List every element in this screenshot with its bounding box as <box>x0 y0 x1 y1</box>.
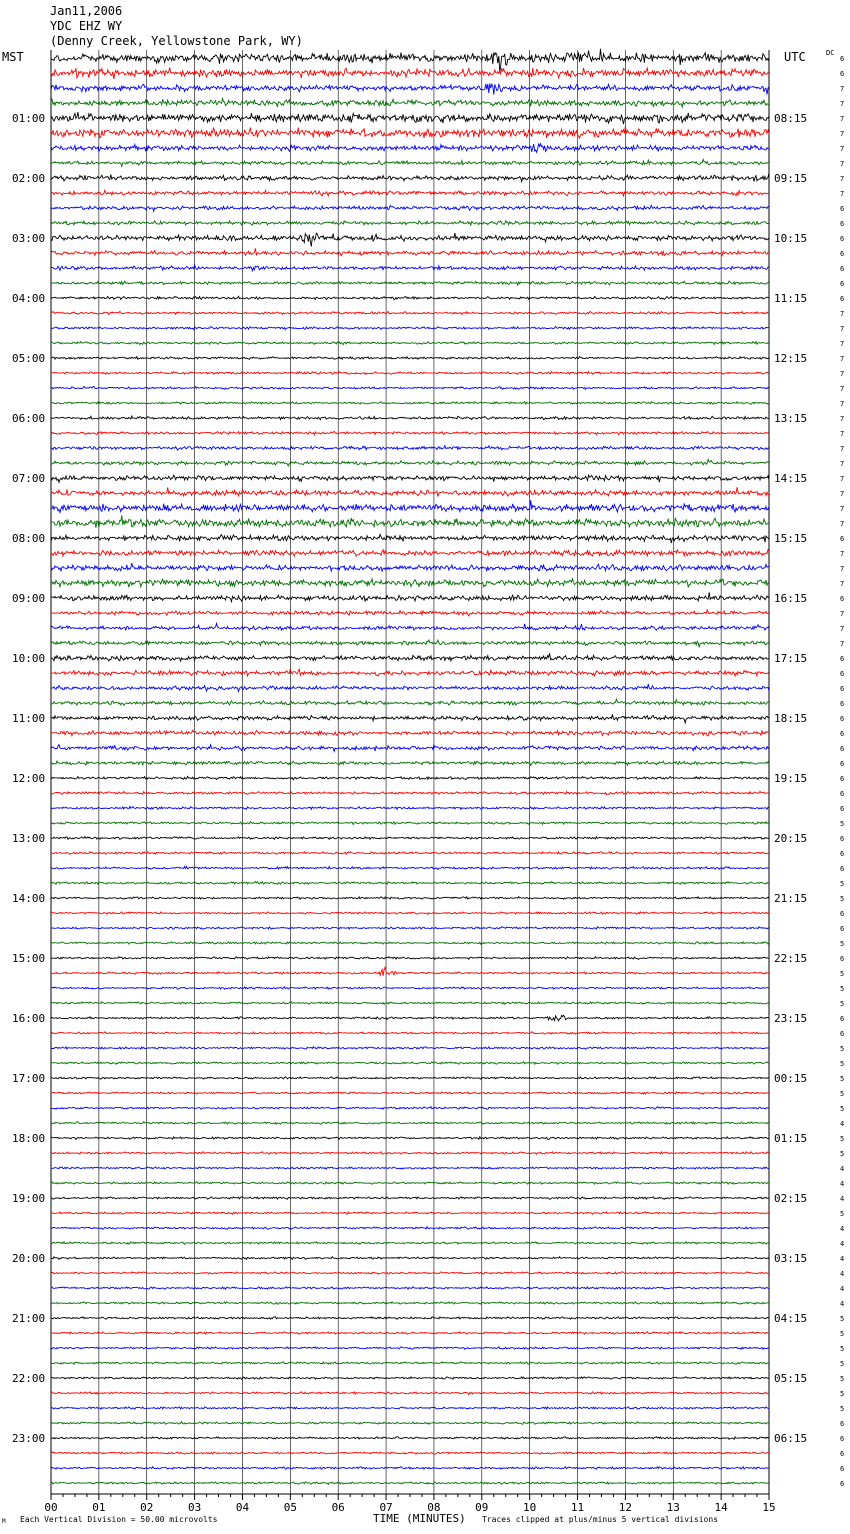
left-hour-label: 15:00 <box>12 952 46 965</box>
seismic-trace <box>51 1032 769 1035</box>
seismic-trace <box>51 1137 769 1140</box>
right-hour-label: 08:15 <box>774 112 808 125</box>
dc-offset-label: 7 <box>840 415 845 423</box>
right-hour-label: 16:15 <box>774 592 808 605</box>
x-tick-label: 02 <box>140 1501 154 1514</box>
seismic-trace <box>51 897 769 900</box>
seismic-trace <box>51 1092 769 1094</box>
seismic-trace <box>51 761 769 765</box>
seismic-trace <box>51 233 769 247</box>
right-hour-label: 00:15 <box>774 1072 808 1085</box>
left-hour-label: 05:00 <box>12 352 46 365</box>
seismic-trace <box>51 967 769 976</box>
dc-offset-label: 5 <box>840 1315 845 1323</box>
dc-offset-label: 5 <box>840 1390 845 1398</box>
corner-mark: M <box>2 1518 6 1525</box>
dc-offset-label: 5 <box>840 1210 845 1218</box>
left-hour-label: 08:00 <box>12 532 46 545</box>
seismic-trace <box>51 534 769 543</box>
x-tick-label: 14 <box>714 1501 728 1514</box>
dc-offset-label: 7 <box>840 400 845 408</box>
dc-offset-label: 6 <box>840 790 845 798</box>
left-hour-label: 02:00 <box>12 172 46 185</box>
dc-offset-label: 6 <box>840 1480 845 1488</box>
dc-offset-label: 7 <box>840 460 845 468</box>
left-hour-label: 23:00 <box>12 1432 46 1445</box>
dc-offset-label: 5 <box>840 1000 845 1008</box>
left-hour-label: 16:00 <box>12 1012 46 1025</box>
seismic-trace <box>51 1242 769 1245</box>
left-hour-label: 06:00 <box>12 412 46 425</box>
seismic-trace <box>51 714 769 723</box>
right-hour-label: 22:15 <box>774 952 808 965</box>
seismic-trace <box>51 1062 769 1065</box>
dc-offset-label: 7 <box>840 85 845 93</box>
seismic-trace <box>51 431 769 434</box>
seismic-trace <box>51 1452 769 1454</box>
right-hour-label: 15:15 <box>774 532 808 545</box>
dc-offset-label: 6 <box>840 955 845 963</box>
dc-offset-label: 4 <box>840 1285 845 1293</box>
right-hour-label: 17:15 <box>774 652 808 665</box>
dc-offset-label: 6 <box>840 1450 845 1458</box>
dc-offset-label: 6 <box>840 835 845 843</box>
right-hour-label: 02:15 <box>774 1192 808 1205</box>
seismic-trace <box>51 550 769 557</box>
seismic-trace <box>51 1437 769 1440</box>
x-tick-label: 04 <box>235 1501 250 1514</box>
seismic-trace <box>51 402 769 405</box>
dc-offset-label: 7 <box>840 370 845 378</box>
left-hour-label: 07:00 <box>12 472 46 485</box>
dc-offset-label: 6 <box>840 1465 845 1473</box>
seismic-trace <box>51 99 769 107</box>
seismic-trace <box>51 311 769 314</box>
right-hour-label: 09:15 <box>774 172 808 185</box>
seismic-trace <box>51 806 769 809</box>
seismic-trace <box>51 1227 769 1230</box>
dc-offset-label: 7 <box>840 445 845 453</box>
right-hour-label: 05:15 <box>774 1372 808 1385</box>
left-hour-label: 17:00 <box>12 1072 46 1085</box>
seismic-trace <box>51 1182 769 1185</box>
seismic-trace <box>51 942 769 944</box>
seismic-trace <box>51 500 769 513</box>
seismic-trace <box>51 1197 769 1200</box>
dc-offset-label: 5 <box>840 970 845 978</box>
dc-offset-label: 7 <box>840 475 845 483</box>
seismic-trace <box>51 515 769 527</box>
dc-offset-label: 6 <box>840 1015 845 1023</box>
dc-offset-label: 6 <box>840 925 845 933</box>
seismic-trace <box>51 837 769 840</box>
seismic-trace <box>51 460 769 466</box>
seismic-trace <box>51 912 769 914</box>
date-label: Jan11,2006 <box>50 4 123 18</box>
dc-offset-label: 6 <box>840 865 845 873</box>
dc-offset-label: 4 <box>840 1270 845 1278</box>
x-tick-label: 08 <box>427 1501 441 1514</box>
dc-offset-label: 6 <box>840 55 845 63</box>
seismic-trace <box>51 1317 769 1320</box>
seismic-trace <box>51 357 769 360</box>
seismic-trace <box>51 653 769 661</box>
dc-offset-label: 7 <box>840 340 845 348</box>
seismic-trace <box>51 1392 769 1395</box>
seismic-trace <box>51 730 769 736</box>
dc-offset-label: 6 <box>840 805 845 813</box>
dc-offset-label: 6 <box>840 715 845 723</box>
dc-offset-label: 4 <box>840 1165 845 1173</box>
seismic-trace <box>51 475 769 482</box>
clip-note: Traces clipped at plus/minus 5 vertical divisions <box>482 1515 719 1524</box>
dc-offset-label: 6 <box>840 1030 845 1038</box>
seismic-trace <box>51 1047 769 1050</box>
axis-labels <box>12 55 844 1514</box>
dc-offset-label: 7 <box>840 580 845 588</box>
right-hour-label: 18:15 <box>774 712 808 725</box>
x-tick-label: 15 <box>762 1501 776 1514</box>
seismic-trace <box>51 159 769 166</box>
seismic-trace <box>51 372 769 375</box>
dc-offset-label: 7 <box>840 490 845 498</box>
x-tick-label: 11 <box>570 1501 585 1514</box>
left-hour-label: 19:00 <box>12 1192 46 1205</box>
dc-offset-label: 6 <box>840 730 845 738</box>
dc-offset-label: 5 <box>840 1090 845 1098</box>
dc-offset-label: 7 <box>840 115 845 123</box>
left-hour-label: 13:00 <box>12 832 46 845</box>
left-hour-label: 03:00 <box>12 232 46 245</box>
dc-label: DC <box>826 49 835 57</box>
dc-offset-label: 7 <box>840 175 845 183</box>
dc-offset-label: 6 <box>840 595 845 603</box>
x-tick-label: 12 <box>618 1501 633 1514</box>
seismic-trace <box>51 852 769 855</box>
dc-offset-label: 7 <box>840 100 845 108</box>
x-tick-label: 09 <box>475 1501 489 1514</box>
left-hour-label: 01:00 <box>12 112 46 125</box>
dc-offset-label: 5 <box>840 1060 845 1068</box>
seismic-trace <box>51 1015 769 1021</box>
dc-offset-label: 7 <box>840 640 845 648</box>
dc-offset-label: 7 <box>840 625 845 633</box>
left-hour-label: 22:00 <box>12 1372 46 1385</box>
right-hour-label: 04:15 <box>774 1312 808 1325</box>
seismic-trace <box>51 1287 769 1290</box>
dc-offset-label: 6 <box>840 700 845 708</box>
seismic-trace <box>51 1482 769 1485</box>
left-hour-label: 20:00 <box>12 1252 46 1265</box>
seismic-trace <box>51 1152 769 1155</box>
seismic-trace <box>51 927 769 929</box>
dc-offset-label: 6 <box>840 295 845 303</box>
dc-offset-label: 6 <box>840 265 845 273</box>
dc-offset-label: 6 <box>840 280 845 288</box>
dc-offset-label: 7 <box>840 145 845 153</box>
seismic-trace <box>51 1347 769 1350</box>
dc-offset-label: 7 <box>840 565 845 573</box>
dc-offset-label: 6 <box>840 685 845 693</box>
dc-offset-label: 5 <box>840 1360 845 1368</box>
seismic-trace <box>51 1302 769 1305</box>
dc-offset-label: 7 <box>840 520 845 528</box>
seismic-trace <box>51 563 769 571</box>
dc-offset-label: 6 <box>840 1435 845 1443</box>
dc-offset-label: 5 <box>840 1345 845 1353</box>
seismic-trace <box>51 640 769 647</box>
seismic-trace <box>51 1362 769 1365</box>
dc-offset-label: 5 <box>840 880 845 888</box>
seismic-trace <box>51 205 769 211</box>
x-tick-label: 05 <box>283 1501 297 1514</box>
dc-offset-label: 5 <box>840 985 845 993</box>
dc-offset-label: 5 <box>840 895 845 903</box>
dc-offset-label: 5 <box>840 1150 845 1158</box>
dc-offset-label: 5 <box>840 820 845 828</box>
seismic-trace <box>51 1167 769 1169</box>
right-hour-label: 20:15 <box>774 832 808 845</box>
seismic-trace <box>51 112 769 124</box>
seismic-trace <box>51 342 769 345</box>
seismic-trace <box>51 866 769 869</box>
seismic-trace <box>51 791 769 794</box>
x-tick-label: 06 <box>331 1501 345 1514</box>
dc-offset-label: 4 <box>840 1120 845 1128</box>
dc-offset-label: 4 <box>840 1300 845 1308</box>
seismic-trace <box>51 49 769 72</box>
seismic-trace <box>51 281 769 285</box>
left-hour-label: 11:00 <box>12 712 46 725</box>
seismic-trace <box>51 248 769 255</box>
dc-offset-label: 5 <box>840 1105 845 1113</box>
dc-offset-label: 6 <box>840 850 845 858</box>
x-tick-label: 10 <box>523 1501 537 1514</box>
right-hour-label: 01:15 <box>774 1132 808 1145</box>
seismic-trace <box>51 327 769 330</box>
right-hour-label: 23:15 <box>774 1012 808 1025</box>
dc-offset-label: 6 <box>840 655 845 663</box>
seismic-trace <box>51 822 769 825</box>
seismic-trace <box>51 623 769 630</box>
seismic-trace <box>51 1467 769 1470</box>
seismic-trace <box>51 882 769 885</box>
seismic-trace <box>51 386 769 389</box>
right-hour-label: 03:15 <box>774 1252 808 1265</box>
seismic-trace <box>51 1407 769 1409</box>
seismic-trace <box>51 446 769 450</box>
left-hour-label: 04:00 <box>12 292 46 305</box>
dc-offset-label: 4 <box>840 1195 845 1203</box>
dc-offset-label: 5 <box>840 1330 845 1338</box>
dc-offset-label: 7 <box>840 355 845 363</box>
x-tick-label: 01 <box>92 1501 106 1514</box>
seismic-trace <box>51 190 769 196</box>
right-hour-label: 12:15 <box>774 352 808 365</box>
seismic-trace <box>51 1212 769 1215</box>
right-hour-label: 13:15 <box>774 412 808 425</box>
right-hour-label: 06:15 <box>774 1432 808 1445</box>
dc-offset-label: 4 <box>840 1255 845 1263</box>
dc-offset-label: 6 <box>840 220 845 228</box>
dc-offset-label: 7 <box>840 190 845 198</box>
dc-offset-label: 6 <box>840 1420 845 1428</box>
dc-offset-label: 5 <box>840 1375 845 1383</box>
seismic-trace <box>51 987 769 990</box>
dc-offset-label: 5 <box>840 1045 845 1053</box>
right-hour-label: 21:15 <box>774 892 808 905</box>
scale-text: Each Vertical Division = 50.00 microvolts <box>20 1515 218 1524</box>
seismic-trace <box>51 221 769 225</box>
seismic-trace <box>51 957 769 960</box>
dc-offset-label: 4 <box>840 1180 845 1188</box>
seismic-trace <box>51 296 769 299</box>
dc-offset-label: 7 <box>840 310 845 318</box>
left-hour-label: 09:00 <box>12 592 46 605</box>
right-hour-label: 14:15 <box>774 472 808 485</box>
right-timezone-label: UTC <box>784 50 806 64</box>
seismic-trace <box>51 699 769 705</box>
right-hour-label: 19:15 <box>774 772 808 785</box>
x-tick-label: 07 <box>379 1501 393 1514</box>
seismic-trace <box>51 487 769 496</box>
dc-offset-label: 5 <box>840 1135 845 1143</box>
dc-offset-label: 7 <box>840 385 845 393</box>
seismic-trace <box>51 610 769 616</box>
dc-offset-label: 6 <box>840 775 845 783</box>
seismic-trace <box>51 126 769 138</box>
dc-offset-label: 6 <box>840 745 845 753</box>
seismic-trace <box>51 579 769 587</box>
dc-offset-label: 6 <box>840 70 845 78</box>
dc-offset-label: 7 <box>840 505 845 513</box>
seismic-trace <box>51 1422 769 1425</box>
dc-offset-label: 7 <box>840 160 845 168</box>
seismic-trace <box>51 1107 769 1110</box>
station-label: YDC EHZ WY <box>50 19 123 33</box>
dc-offset-label: 4 <box>840 1225 845 1233</box>
x-tick-label: 00 <box>44 1501 58 1514</box>
seismic-trace <box>51 84 769 95</box>
seismic-trace <box>51 1122 769 1125</box>
seismic-trace <box>51 593 769 602</box>
dc-offset-label: 6 <box>840 670 845 678</box>
dc-offset-label: 6 <box>840 535 845 543</box>
seismic-trace <box>51 1257 769 1260</box>
left-hour-label: 18:00 <box>12 1132 46 1145</box>
dc-offset-label: 6 <box>840 760 845 768</box>
dc-offset-label: 7 <box>840 430 845 438</box>
dc-offset-label: 6 <box>840 235 845 243</box>
seismic-trace <box>51 416 769 420</box>
seismic-trace <box>51 1332 769 1335</box>
right-hour-label: 11:15 <box>774 292 808 305</box>
seismic-trace <box>51 669 769 676</box>
seismic-trace <box>51 776 769 779</box>
trace-group <box>51 49 769 1485</box>
dc-offset-label: 7 <box>840 610 845 618</box>
seismic-trace <box>51 144 769 153</box>
seismic-trace <box>51 684 769 691</box>
location-label: (Denny Creek, Yellowstone Park, WY) <box>50 34 303 48</box>
left-hour-label: 10:00 <box>12 652 46 665</box>
left-hour-label: 21:00 <box>12 1312 46 1325</box>
x-tick-label: 13 <box>666 1501 680 1514</box>
dc-offset-label: 6 <box>840 250 845 258</box>
seismic-trace <box>51 67 769 79</box>
right-hour-label: 10:15 <box>774 232 808 245</box>
seismic-trace <box>51 1377 769 1380</box>
seismic-trace <box>51 1077 769 1080</box>
dc-offset-label: 6 <box>840 910 845 918</box>
dc-offset-label: 5 <box>840 1405 845 1413</box>
left-hour-label: 12:00 <box>12 772 46 785</box>
x-axis-title: TIME (MINUTES) <box>373 1512 466 1525</box>
seismic-trace <box>51 1272 769 1275</box>
dc-offset-label: 4 <box>840 1240 845 1248</box>
dc-offset-label: 6 <box>840 205 845 213</box>
seismic-trace <box>51 265 769 271</box>
dc-offset-label: 7 <box>840 130 845 138</box>
dc-offset-label: 5 <box>840 940 845 948</box>
seismic-trace <box>51 745 769 752</box>
x-tick-label: 03 <box>187 1501 202 1514</box>
left-timezone-label: MST <box>2 50 24 64</box>
seismic-trace <box>51 173 769 182</box>
dc-offset-label: 5 <box>840 1075 845 1083</box>
dc-offset-label: 7 <box>840 325 845 333</box>
seismic-trace <box>51 1002 769 1005</box>
left-hour-label: 14:00 <box>12 892 46 905</box>
dc-offset-label: 7 <box>840 550 845 558</box>
